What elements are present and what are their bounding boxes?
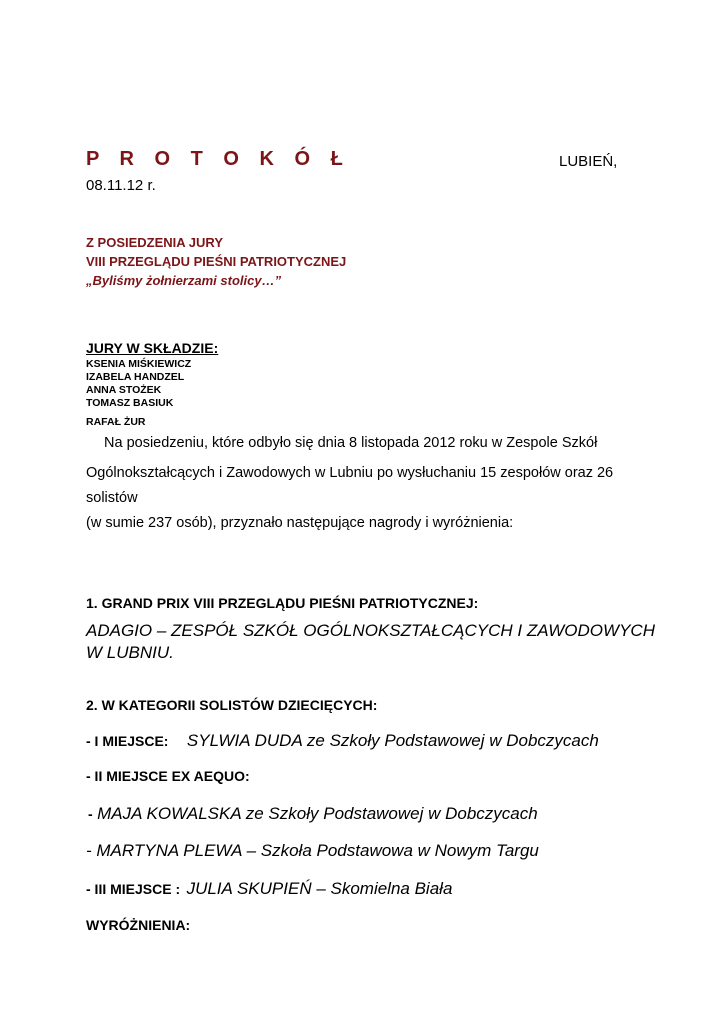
distinctions-heading: WYRÓŻNIENIA: (86, 917, 191, 933)
first-place-row (86, 731, 599, 751)
first-place-name: SYLWIA DUDA ze Szkoły Podstawowej w Dobczycach (186, 731, 599, 750)
soloists-heading: 2. W KATEGORII SOLISTÓW DZIECIĘCYCH: (86, 697, 378, 713)
jury-member: RAFAŁ ŻUR (86, 416, 146, 428)
grand-prix-winner-cont: W LUBNIU. (86, 643, 174, 662)
list-dash: - (88, 806, 93, 822)
event-motto: „Byliśmy żołnierzami stolicy…” (86, 273, 282, 288)
jury-member: TOMASZ BASIUK (86, 397, 174, 409)
second-place-name-a: MAJA KOWALSKA ze Szkoły Podstawowej w Dobczycach (97, 804, 538, 823)
intro-paragraph-line: solistów (86, 490, 138, 506)
meeting-subtitle: Z POSIEDZENIA JURY (86, 235, 224, 250)
intro-paragraph-line: Na posiedzeniu, które odbyło się dnia 8 listopada 2012 roku w Zespole Szkół (104, 435, 598, 451)
jury-heading: JURY W SKŁADZIE: (86, 340, 219, 356)
event-name: VIII PRZEGLĄDU PIEŚNI PATRIOTYCZNEJ (86, 254, 347, 269)
third-place-row (86, 879, 452, 899)
third-place-name: JULIA SKUPIEŃ – Skomielna Biała (186, 879, 453, 898)
document-date: 08.11.12 r. (86, 177, 156, 194)
place-label: LUBIEŃ, (559, 153, 618, 170)
jury-member: IZABELA HANDZEL (86, 371, 185, 383)
grand-prix-winner: ADAGIO – ZESPÓŁ SZKÓŁ OGÓLNOKSZTAŁCĄCYCH I ZAWODOWYCH (86, 621, 655, 640)
first-place-label: - I MIEJSCE: (86, 733, 169, 749)
second-place-name-b: - MARTYNA PLEWA – Szkoła Podstawowa w Nowym Targu (86, 841, 539, 860)
third-place-label: - III MIEJSCE : (86, 881, 181, 897)
jury-member: ANNA STOŻEK (86, 384, 162, 396)
document-title: P R O T O K Ó Ł (86, 148, 351, 170)
second-place-label: - II MIEJSCE EX AEQUO: (86, 768, 250, 784)
second-place-row-a (88, 804, 538, 824)
intro-paragraph-line: (w sumie 237 osób), przyznało następujące nagrody i wyróżnienia: (86, 515, 514, 531)
intro-paragraph-line: Ogólnokształcących i Zawodowych w Lubniu po wysłuchaniu 15 zespołów oraz 26 (86, 465, 614, 481)
jury-member: KSENIA MIŚKIEWICZ (86, 358, 192, 370)
grand-prix-heading: 1. GRAND PRIX VIII PRZEGLĄDU PIEŚNI PATRIOTYCZNEJ: (86, 595, 479, 611)
